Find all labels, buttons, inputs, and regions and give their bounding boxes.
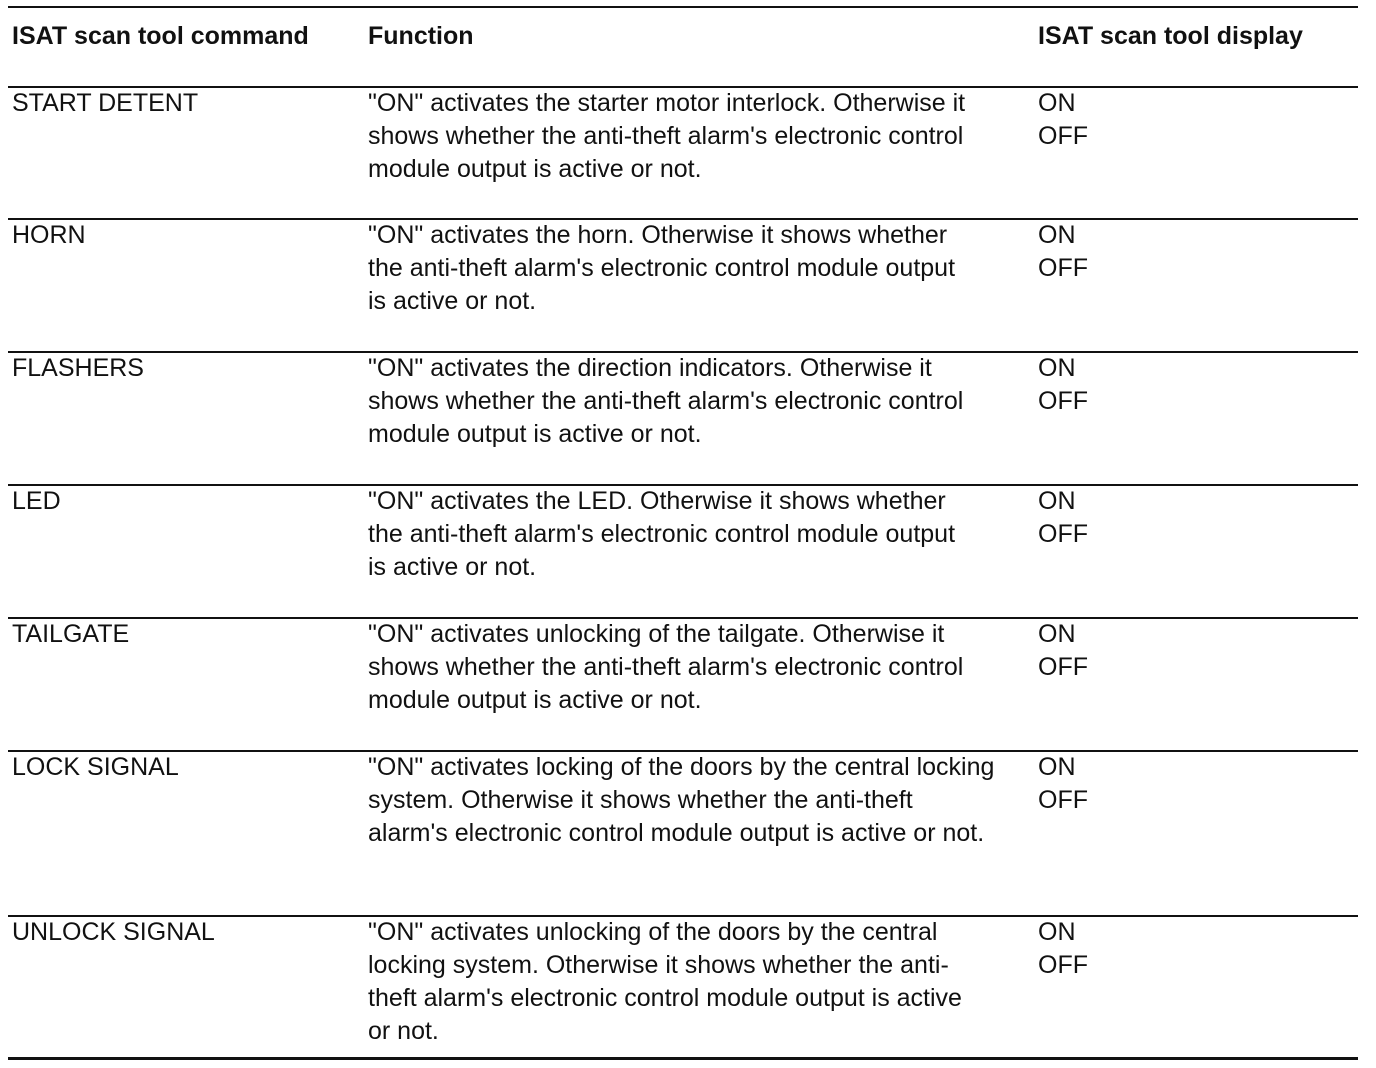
header-display: ISAT scan tool display — [1038, 22, 1303, 50]
display-cell — [1038, 618, 1238, 684]
function-cell: "ON" activates the horn. Otherwise it shows whether the anti-theft alarm's electronic control module output is active or not. — [368, 221, 956, 315]
display-off: OFF — [1038, 653, 1088, 681]
display-off: OFF — [1038, 387, 1088, 415]
table-top-rule — [8, 6, 1358, 8]
display-on: ON — [1038, 753, 1076, 781]
display-off: OFF — [1038, 122, 1088, 150]
display-on: ON — [1038, 487, 1076, 515]
display-off: OFF — [1038, 254, 1088, 282]
function-cell: "ON" activates the starter motor interlock. Otherwise it shows whether the anti-theft alarm's electronic control module output is active or not. — [368, 89, 966, 183]
function-cell: "ON" activates unlocking of the tailgate. Otherwise it shows whether the anti-theft alarm's electronic control module output is active or not. — [368, 620, 964, 714]
function-cell: "ON" activates the direction indicators. Otherwise it shows whether the anti-theft alarm's electronic control module output is active or not. — [368, 354, 964, 448]
command-cell: START DETENT — [12, 89, 199, 117]
header-function: Function — [368, 22, 474, 50]
display-on: ON — [1038, 89, 1076, 117]
display-cell — [1038, 352, 1238, 418]
command-cell: TAILGATE — [12, 620, 130, 648]
display-cell — [1038, 916, 1238, 982]
display-off: OFF — [1038, 786, 1088, 814]
command-cell: HORN — [12, 221, 86, 249]
table-bottom-rule — [8, 1057, 1358, 1060]
display-on: ON — [1038, 918, 1076, 946]
command-cell: LOCK SIGNAL — [12, 753, 179, 781]
command-cell: LED — [12, 487, 61, 515]
display-off: OFF — [1038, 951, 1088, 979]
display-on: ON — [1038, 221, 1076, 249]
display-cell — [1038, 87, 1238, 153]
display-cell — [1038, 219, 1238, 285]
display-on: ON — [1038, 354, 1076, 382]
header-command: ISAT scan tool command — [12, 22, 309, 50]
function-cell: "ON" activates locking of the doors by the central locking system. Otherwise it shows whether the anti-theft alarm's electronic control module output is active or not. — [368, 753, 995, 847]
function-cell: "ON" activates unlocking of the doors by the central locking system. Otherwise it shows whether the anti-theft alarm's electronic control module output is active or not. — [368, 918, 962, 1045]
display-on: ON — [1038, 620, 1076, 648]
display-cell — [1038, 751, 1238, 817]
command-cell: FLASHERS — [12, 354, 144, 382]
function-cell: "ON" activates the LED. Otherwise it shows whether the anti-theft alarm's electronic control module output is active or not. — [368, 487, 956, 581]
display-off: OFF — [1038, 520, 1088, 548]
command-cell: UNLOCK SIGNAL — [12, 918, 215, 946]
display-cell — [1038, 485, 1238, 551]
